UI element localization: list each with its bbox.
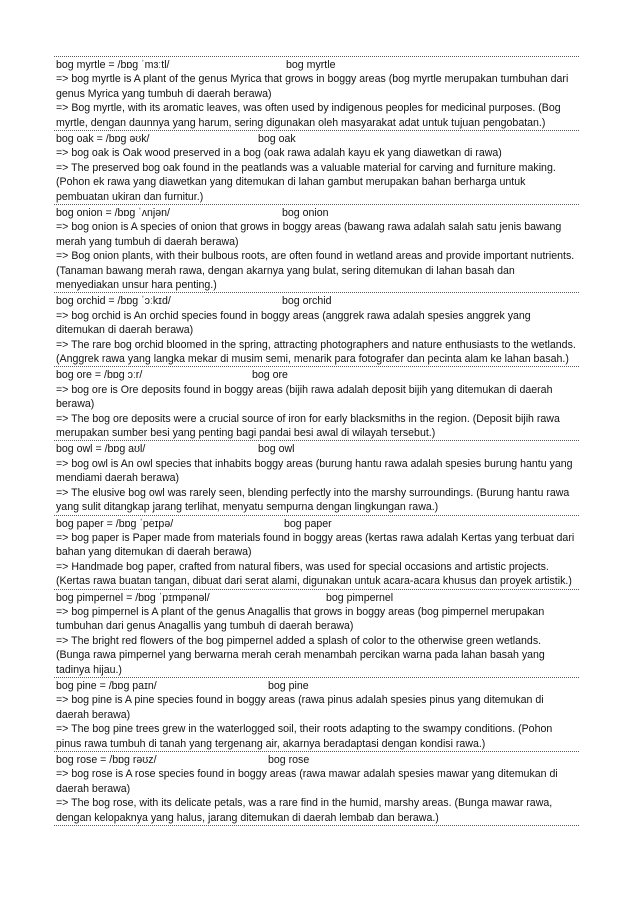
entry-heading	[56, 294, 577, 308]
entry-term-pronunciation: bog orchid = /bɒg ˈɔːkɪd/	[56, 295, 171, 308]
entry-term-pronunciation: bog myrtle = /bɒg ˈmɜːtl/	[56, 59, 170, 71]
entry-example: => Bog myrtle, with its aromatic leaves, was often used by indigenous peoples for medicinal purposes. (Bog myrtle, dengan daunnya yang harum, sering digunakan oleh masyarakat adat untuk tujuan pengobatan.)	[56, 102, 561, 129]
entry-word: bog owl	[258, 443, 295, 456]
entry-term-pronunciation: bog paper = /bɒg ˈpeɪpə/	[56, 517, 174, 530]
entry-example: => The bog pine trees grew in the waterlogged soil, their roots adapting to the swampy conditions. (Pohon pinus rawa tumbuh di tanah yang tergenang air, akarnya beradaptasi dengan kondisi rawa.)	[56, 723, 553, 750]
vocabulary-entry	[54, 367, 579, 441]
entry-word: bog orchid	[282, 295, 332, 308]
entry-definition: => bog pimpernel is A plant of the genus Anagallis that grows in boggy areas (bog pimpernel merupakan tumbuhan dari genus Anagallis yang tumbuh di daerah berawa)	[56, 605, 545, 633]
entry-example: => Bog onion plants, with their bulbous roots, are often found in wetland areas and provide important nutrients. (Tanaman bawang merah rawa, dengan akarnya yang bulat, sering ditemukan di lahan basah dan menyediakan unsur hara penting.)	[56, 250, 575, 292]
entry-term-pronunciation: bog onion = /bɒg ˈʌnjən/	[56, 207, 170, 220]
entry-definition: => bog myrtle is A plant of the genus Myrica that grows in boggy areas (bog myrtle merupakan tumbuhan dari genus Myrica yang tumbuh di daerah berawa)	[56, 73, 569, 100]
entry-definition: => bog pine is A pine species found in boggy areas (rawa pinus adalah spesies pinus yang ditemukan di daerah berawa)	[56, 694, 544, 721]
entry-term-pronunciation: bog ore = /bɒg ɔːr/	[56, 369, 143, 382]
entry-word: bog paper	[284, 517, 332, 530]
vocabulary-entry	[54, 516, 579, 590]
entry-example: => The elusive bog owl was rarely seen, blending perfectly into the marshy surroundings. (Burung hantu rawa yang sulit ditangkap jarang terlihat, menyatu sempurna dengan lingkungan rawa.)	[56, 486, 570, 514]
entry-heading	[56, 368, 577, 382]
entry-heading	[56, 132, 577, 146]
entry-word: bog rose	[268, 753, 310, 766]
entry-term-pronunciation: bog oak = /bɒg əʊk/	[56, 133, 150, 146]
entry-term-pronunciation: bog rose = /bɒg rəʊz/	[56, 753, 157, 766]
vocabulary-entry	[54, 57, 579, 131]
entry-definition: => bog onion is A species of onion that grows in boggy areas (bawang rawa adalah salah satu jenis bawang merah yang tumbuh di daerah berawa)	[56, 221, 562, 248]
entry-heading	[56, 442, 577, 456]
entry-word: bog pine	[268, 679, 309, 692]
vocabulary-entry	[54, 205, 579, 293]
vocabulary-entry	[54, 131, 579, 205]
vocabulary-list	[54, 56, 579, 826]
entry-heading	[56, 206, 577, 220]
entry-definition: => bog orchid is An orchid species found in boggy areas (anggrek rawa adalah spesies anggrek yang ditemukan di daerah berawa)	[56, 309, 531, 337]
vocabulary-entry	[54, 752, 579, 826]
entry-example: => Handmade bog paper, crafted from natural fibers, was used for special occasions and artistic projects. (Kertas rawa buatan tangan, dibuat dari serat alami, digunakan untuk acara-acara khusus dan proyek artistik.)	[56, 560, 572, 588]
entry-example: => The preserved bog oak found in the peatlands was a valuable material for carving and furniture making. (Pohon ek rawa yang diawetkan yang ditemukan di lahan gambut merupakan bahan berharga untuk pembuatan ukiran dan furnitur.)	[56, 161, 556, 203]
entry-definition: => bog oak is Oak wood preserved in a bog (oak rawa adalah kayu ek yang diawetkan di rawa)	[56, 147, 502, 160]
entry-word: bog oak	[258, 133, 296, 146]
entry-heading	[56, 517, 577, 531]
entry-example: => The bog ore deposits were a crucial source of iron for early blacksmiths in the region. (Deposit bijih rawa merupakan sumber besi yang penting bagi pandai besi awal di wilayah tersebut.)	[56, 412, 560, 440]
entry-term-pronunciation: bog pimpernel = /bɒg ˈpɪmpənəl/	[56, 591, 210, 604]
entry-heading	[56, 591, 577, 605]
entry-example: => The bog rose, with its delicate petals, was a rare find in the humid, marshy areas. (Bunga mawar rawa, dengan kelopaknya yang halus, jarang ditemukan di daerah lembab dan berawa.)	[56, 797, 553, 824]
entry-definition: => bog owl is An owl species that inhabits boggy areas (burung hantu rawa adalah spesies burung hantu yang mendiami daerah berawa)	[56, 457, 573, 485]
entry-example: => The rare bog orchid bloomed in the spring, attracting photographers and nature enthusiasts to the wetlands. (Anggrek rawa yang langka mekar di musim semi, menarik para fotografer dan pecinta alam ke lahan basah.)	[56, 338, 576, 366]
entry-example: => The bright red flowers of the bog pimpernel added a splash of color to the otherwise green wetlands. (Bunga rawa pimpernel yang berwarna merah cerah menambah percikan warna pada lahan basah yang tadinya hijau.)	[56, 634, 545, 676]
vocabulary-entry	[54, 678, 579, 752]
entry-word: bog pimpernel	[326, 591, 394, 604]
entry-term-pronunciation: bog owl = /bɒg aʊl/	[56, 443, 146, 456]
entry-word: bog myrtle	[286, 59, 336, 71]
entry-heading	[56, 753, 577, 767]
entry-word: bog onion	[282, 207, 329, 220]
entry-heading	[56, 679, 577, 693]
entry-definition: => bog rose is A rose species found in boggy areas (rawa mawar adalah spesies mawar yang ditemukan di daerah berawa)	[56, 768, 558, 795]
vocabulary-entry	[54, 441, 579, 515]
entry-term-pronunciation: bog pine = /bɒg paɪn/	[56, 679, 157, 692]
vocabulary-entry	[54, 293, 579, 367]
entry-definition: => bog paper is Paper made from materials found in boggy areas (kertas rawa adalah Kertas yang terbuat dari bahan yang ditemukan di daerah berawa)	[56, 531, 575, 559]
entry-heading	[56, 58, 577, 72]
entry-word: bog ore	[252, 369, 288, 382]
entry-definition: => bog ore is Ore deposits found in boggy areas (bijih rawa adalah deposit bijih yang ditemukan di daerah berawa)	[56, 383, 553, 411]
vocabulary-entry	[54, 590, 579, 678]
